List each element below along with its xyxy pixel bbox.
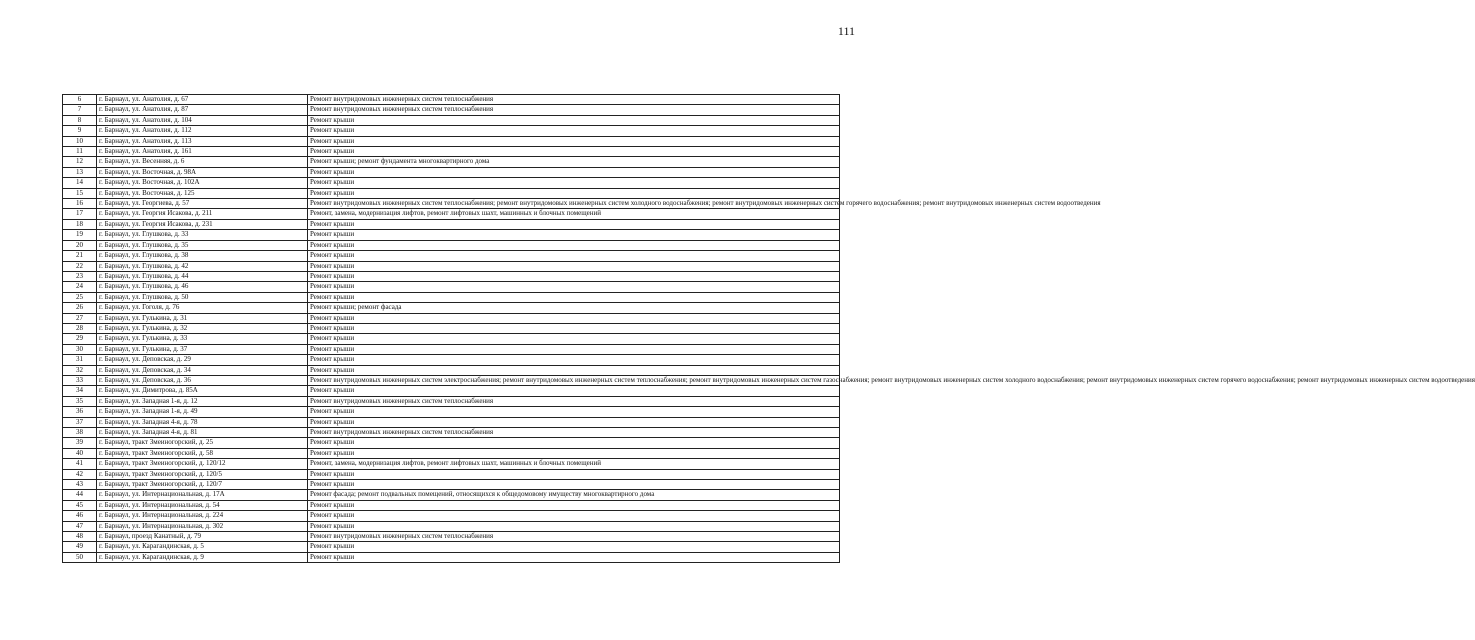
address-cell: г. Барнаул, ул. Анатолия, д. 67: [97, 95, 308, 105]
table-row: [63, 542, 840, 552]
table-row: [63, 500, 840, 510]
table-row: [63, 115, 840, 125]
table-row: [63, 95, 840, 105]
row-number-cell: 38: [63, 428, 97, 438]
address-cell: г. Барнаул, ул. Деповская, д. 34: [97, 365, 308, 375]
address-cell: г. Барнаул, тракт Змеиногорский, д. 120/7: [97, 480, 308, 490]
row-number-cell: 39: [63, 438, 97, 448]
repair-registry-table: [62, 94, 1475, 563]
work-type-cell: Ремонт крыши: [308, 334, 840, 344]
work-type-cell: Ремонт внутридомовых инженерных систем теплоснабжения: [308, 396, 840, 406]
table-row: [63, 459, 840, 469]
work-type-cell: Ремонт крыши: [308, 438, 840, 448]
work-type-cell: Ремонт крыши: [308, 282, 840, 292]
row-number-cell: 23: [63, 271, 97, 281]
table-row: [63, 188, 840, 198]
address-cell: г. Барнаул, ул. Анатолия, д. 104: [97, 115, 308, 125]
address-cell: г. Барнаул, ул. Глушкова, д. 33: [97, 230, 308, 240]
row-number-cell: 15: [63, 188, 97, 198]
address-cell: г. Барнаул, ул. Гулькина, д. 31: [97, 313, 308, 323]
row-number-cell: 45: [63, 500, 97, 510]
work-type-cell: Ремонт крыши; ремонт фасада: [308, 303, 840, 313]
work-type-cell: Ремонт внутридомовых инженерных систем теплоснабжения: [308, 428, 840, 438]
address-cell: г. Барнаул, тракт Змеиногорский, д. 58: [97, 448, 308, 458]
address-cell: г. Барнаул, ул. Западная 1-я, д. 49: [97, 407, 308, 417]
row-number-cell: 7: [63, 105, 97, 115]
row-number-cell: 47: [63, 521, 97, 531]
address-cell: г. Барнаул, ул. Западная 4-я, д. 81: [97, 428, 308, 438]
row-number-cell: 17: [63, 209, 97, 219]
address-cell: г. Барнаул, ул. Гулькина, д. 37: [97, 344, 308, 354]
table-row: [63, 428, 840, 438]
work-type-cell: Ремонт крыши: [308, 323, 840, 333]
row-number-cell: 40: [63, 448, 97, 458]
work-type-cell: Ремонт крыши: [308, 271, 840, 281]
address-cell: г. Барнаул, ул. Западная 4-я, д. 78: [97, 417, 308, 427]
address-cell: г. Барнаул, ул. Анатолия, д. 113: [97, 136, 308, 146]
page-number: 111: [837, 24, 855, 38]
row-number-cell: 6: [63, 95, 97, 105]
work-type-cell: Ремонт крыши: [308, 542, 840, 552]
address-cell: г. Барнаул, ул. Георгиева, д. 57: [97, 199, 308, 209]
table-row: [63, 199, 840, 209]
work-type-cell: Ремонт крыши: [308, 136, 840, 146]
address-cell: г. Барнаул, ул. Весенняя, д. 6: [97, 157, 308, 167]
work-type-cell: Ремонт крыши: [308, 344, 840, 354]
row-number-cell: 8: [63, 115, 97, 125]
table-row: [63, 147, 840, 157]
work-type-cell: Ремонт крыши: [308, 511, 840, 521]
address-cell: г. Барнаул, проезд Канатный, д. 79: [97, 532, 308, 542]
work-type-cell: Ремонт крыши: [308, 313, 840, 323]
work-type-cell: Ремонт крыши; ремонт фундамента многоквартирного дома: [308, 157, 840, 167]
table-row: [63, 438, 840, 448]
table-row: [63, 396, 840, 406]
address-cell: г. Барнаул, ул. Глушкова, д. 44: [97, 271, 308, 281]
table-row: [63, 334, 840, 344]
work-type-cell: Ремонт крыши: [308, 355, 840, 365]
work-type-cell: Ремонт крыши: [308, 167, 840, 177]
table-row: [63, 375, 840, 385]
table-row: [63, 355, 840, 365]
table-row: [63, 386, 840, 396]
table-row: [63, 469, 840, 479]
work-type-cell: Ремонт крыши: [308, 115, 840, 125]
work-type-cell: Ремонт крыши: [308, 230, 840, 240]
table-row: [63, 292, 840, 302]
row-number-cell: 11: [63, 147, 97, 157]
row-number-cell: 50: [63, 552, 97, 562]
table-row: [63, 219, 840, 229]
work-type-cell: Ремонт крыши: [308, 448, 840, 458]
table-row: [63, 157, 840, 167]
row-number-cell: 36: [63, 407, 97, 417]
table-row: [63, 521, 840, 531]
row-number-cell: 25: [63, 292, 97, 302]
work-type-cell: Ремонт крыши: [308, 386, 840, 396]
row-number-cell: 14: [63, 178, 97, 188]
work-type-cell: Ремонт фасада; ремонт подвальных помещений, относящихся к общедомовому имуществу многоквартирного дома: [308, 490, 840, 500]
address-cell: г. Барнаул, ул. Гоголя, д. 76: [97, 303, 308, 313]
row-number-cell: 16: [63, 199, 97, 209]
row-number-cell: 31: [63, 355, 97, 365]
row-number-cell: 43: [63, 480, 97, 490]
address-cell: г. Барнаул, ул. Западная 1-я, д. 12: [97, 396, 308, 406]
row-number-cell: 26: [63, 303, 97, 313]
address-cell: г. Барнаул, ул. Восточная, д. 98А: [97, 167, 308, 177]
row-number-cell: 29: [63, 334, 97, 344]
table-row: [63, 105, 840, 115]
row-number-cell: 46: [63, 511, 97, 521]
table-row: [63, 271, 840, 281]
address-cell: г. Барнаул, ул. Восточная, д. 102А: [97, 178, 308, 188]
row-number-cell: 19: [63, 230, 97, 240]
row-number-cell: 27: [63, 313, 97, 323]
table-row: [63, 365, 840, 375]
row-number-cell: 12: [63, 157, 97, 167]
table-row: [63, 511, 840, 521]
address-cell: г. Барнаул, ул. Анатолия, д. 112: [97, 126, 308, 136]
address-cell: г. Барнаул, ул. Интернациональная, д. 224: [97, 511, 308, 521]
row-number-cell: 22: [63, 261, 97, 271]
row-number-cell: 30: [63, 344, 97, 354]
row-number-cell: 13: [63, 167, 97, 177]
address-cell: г. Барнаул, ул. Карагандинская, д. 9: [97, 552, 308, 562]
row-number-cell: 10: [63, 136, 97, 146]
row-number-cell: 42: [63, 469, 97, 479]
table-row: [63, 313, 840, 323]
row-number-cell: 49: [63, 542, 97, 552]
work-type-cell: Ремонт крыши: [308, 469, 840, 479]
row-number-cell: 18: [63, 219, 97, 229]
table-row: [63, 532, 840, 542]
table-row: [63, 240, 840, 250]
work-type-cell: Ремонт крыши: [308, 126, 840, 136]
address-cell: г. Барнаул, ул. Глушкова, д. 42: [97, 261, 308, 271]
work-type-cell: Ремонт крыши: [308, 188, 840, 198]
work-type-cell: Ремонт, замена, модернизация лифтов, ремонт лифтовых шахт, машинных и блочных помещений: [308, 209, 840, 219]
work-type-cell: Ремонт крыши: [308, 251, 840, 261]
work-type-cell: Ремонт внутридомовых инженерных систем электроснабжения; ремонт внутридомовых инженерных систем теплоснабжения; ремонт внутридомовых инженерных систем газоснабжения; ремонт внутридомовых инженерных систем холодного водоснабжения; ремонт внутридомовых инженерных систем горячего водоснабжения; ремонт внутридомовых инженерных систем водоотведения: [308, 375, 840, 385]
table-row: [63, 230, 840, 240]
table-row: [63, 178, 840, 188]
table-row: [63, 209, 840, 219]
work-type-cell: Ремонт внутридомовых инженерных систем теплоснабжения: [308, 95, 840, 105]
address-cell: г. Барнаул, ул. Глушкова, д. 46: [97, 282, 308, 292]
row-number-cell: 44: [63, 490, 97, 500]
table-row: [63, 136, 840, 146]
work-type-cell: Ремонт крыши: [308, 417, 840, 427]
table-row: [63, 407, 840, 417]
work-type-cell: Ремонт крыши: [308, 261, 840, 271]
table-row: [63, 261, 840, 271]
address-cell: г. Барнаул, ул. Глушкова, д. 35: [97, 240, 308, 250]
row-number-cell: 33: [63, 375, 97, 385]
address-cell: г. Барнаул, ул. Глушкова, д. 38: [97, 251, 308, 261]
address-cell: г. Барнаул, ул. Гулькина, д. 32: [97, 323, 308, 333]
table-row: [63, 490, 840, 500]
row-number-cell: 28: [63, 323, 97, 333]
row-number-cell: 24: [63, 282, 97, 292]
work-type-cell: Ремонт крыши: [308, 178, 840, 188]
table-row: [63, 251, 840, 261]
address-cell: г. Барнаул, ул. Глушкова, д. 50: [97, 292, 308, 302]
work-type-cell: Ремонт внутридомовых инженерных систем теплоснабжения; ремонт внутридомовых инженерных систем холодного водоснабжения; ремонт внутридомовых инженерных систем горячего водоснабжения; ремонт внутридомовых инженерных систем водоотведения: [308, 199, 840, 209]
address-cell: г. Барнаул, ул. Интернациональная, д. 302: [97, 521, 308, 531]
row-number-cell: 37: [63, 417, 97, 427]
address-cell: г. Барнаул, ул. Георгия Исакова, д. 211: [97, 209, 308, 219]
table-row: [63, 282, 840, 292]
address-cell: г. Барнаул, ул. Анатолия, д. 161: [97, 147, 308, 157]
table-row: [63, 303, 840, 313]
address-cell: г. Барнаул, ул. Интернациональная, д. 54: [97, 500, 308, 510]
work-type-cell: Ремонт крыши: [308, 521, 840, 531]
row-number-cell: 34: [63, 386, 97, 396]
work-type-cell: Ремонт крыши: [308, 480, 840, 490]
address-cell: г. Барнаул, тракт Змеиногорский, д. 120/5: [97, 469, 308, 479]
work-type-cell: Ремонт крыши: [308, 407, 840, 417]
table-row: [63, 323, 840, 333]
address-cell: г. Барнаул, ул. Гулькина, д. 33: [97, 334, 308, 344]
table-row: [63, 448, 840, 458]
work-type-cell: Ремонт крыши: [308, 365, 840, 375]
row-number-cell: 35: [63, 396, 97, 406]
row-number-cell: 20: [63, 240, 97, 250]
address-cell: г. Барнаул, ул. Георгия Исакова, д. 231: [97, 219, 308, 229]
work-type-cell: Ремонт крыши: [308, 219, 840, 229]
work-type-cell: Ремонт крыши: [308, 500, 840, 510]
table-row: [63, 552, 840, 562]
address-cell: г. Барнаул, ул. Карагандинская, д. 5: [97, 542, 308, 552]
row-number-cell: 41: [63, 459, 97, 469]
table-row: [63, 167, 840, 177]
work-type-cell: Ремонт крыши: [308, 552, 840, 562]
address-cell: г. Барнаул, ул. Интернациональная, д. 17А: [97, 490, 308, 500]
table-row: [63, 417, 840, 427]
address-cell: г. Барнаул, ул. Димитрова, д. 85А: [97, 386, 308, 396]
address-cell: г. Барнаул, ул. Восточная, д. 125: [97, 188, 308, 198]
address-cell: г. Барнаул, ул. Анатолия, д. 87: [97, 105, 308, 115]
address-cell: г. Барнаул, тракт Змеиногорский, д. 120/12: [97, 459, 308, 469]
table-row: [63, 480, 840, 490]
address-cell: г. Барнаул, ул. Деповская, д. 29: [97, 355, 308, 365]
row-number-cell: 21: [63, 251, 97, 261]
row-number-cell: 48: [63, 532, 97, 542]
work-type-cell: Ремонт, замена, модернизация лифтов, ремонт лифтовых шахт, машинных и блочных помещений: [308, 459, 840, 469]
address-cell: г. Барнаул, тракт Змеиногорский, д. 25: [97, 438, 308, 448]
table-row: [63, 344, 840, 354]
table-row: [63, 126, 840, 136]
work-type-cell: Ремонт крыши: [308, 147, 840, 157]
address-cell: г. Барнаул, ул. Деповская, д. 36: [97, 375, 308, 385]
work-type-cell: Ремонт крыши: [308, 240, 840, 250]
table-body: [63, 95, 1475, 563]
row-number-cell: 32: [63, 365, 97, 375]
work-type-cell: Ремонт крыши: [308, 292, 840, 302]
row-number-cell: 9: [63, 126, 97, 136]
work-type-cell: Ремонт внутридомовых инженерных систем теплоснабжения: [308, 532, 840, 542]
work-type-cell: Ремонт внутридомовых инженерных систем теплоснабжения: [308, 105, 840, 115]
